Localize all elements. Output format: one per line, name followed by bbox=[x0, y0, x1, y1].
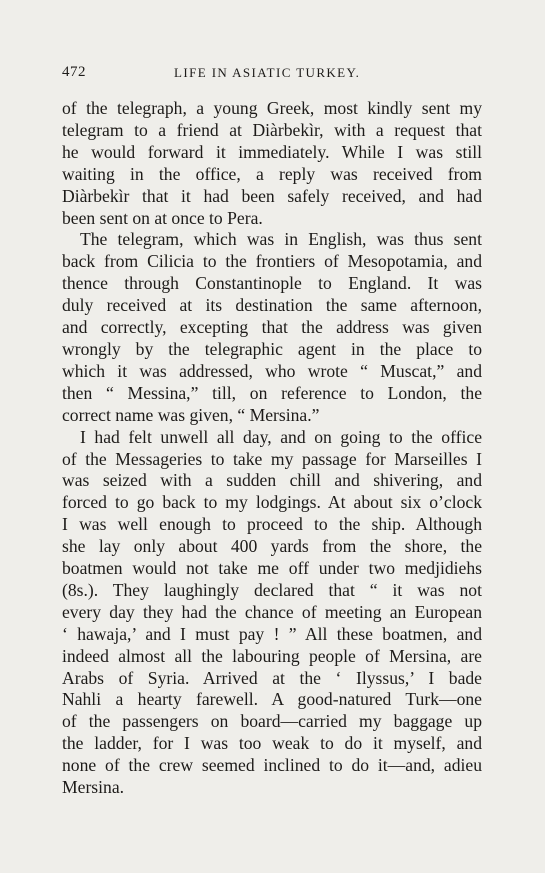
text-line: The telegram, which was in English, was thus sent bbox=[80, 229, 482, 250]
text-line: I had felt unwell all day, and on going to the office bbox=[80, 426, 482, 447]
paragraph bbox=[62, 427, 482, 799]
text-line: been sent on at once to Pera. bbox=[62, 207, 263, 228]
text-line: wrongly by the telegraphic agent in the place to bbox=[62, 338, 482, 359]
text-line: forced to go back to my lodgings. At about six o’clock bbox=[62, 492, 482, 513]
text-line: correct name was given, “ Mersina.” bbox=[62, 404, 320, 425]
text-line: which it was addressed, who wrote “ Muscat,” and bbox=[62, 360, 482, 381]
text-line: and correctly, excepting that the address was given bbox=[62, 317, 482, 338]
text-line: he would forward it immediately. While I was still bbox=[62, 141, 482, 162]
text-line: thence through Constantinople to England. It was bbox=[62, 273, 482, 294]
text-line: Mersina. bbox=[62, 777, 125, 798]
text-line: of the Messageries to take my passage for Marseilles I bbox=[62, 448, 482, 469]
body-text bbox=[62, 98, 482, 799]
text-line: waiting in the office, a reply was received from bbox=[62, 163, 482, 184]
text-line: boatmen would not take me off under two medjidiehs bbox=[62, 558, 482, 579]
text-line: indeed almost all the labouring people of Mersina, are bbox=[62, 645, 482, 666]
text-line: of the passengers on board—carried my baggage up bbox=[62, 711, 482, 732]
paragraph bbox=[62, 98, 482, 229]
text-line: Nahli a hearty farewell. A good-natured Turk—one bbox=[62, 689, 482, 710]
text-line: of the telegraph, a young Greek, most kindly sent my bbox=[62, 98, 482, 118]
text-line: was seized with a sudden chill and shivering, and bbox=[62, 470, 482, 491]
text-line: I was well enough to proceed to the ship. Although bbox=[62, 514, 482, 535]
text-line: Diàrbekìr that it had been safely received, and had bbox=[62, 185, 482, 206]
text-line: (8s.). They laughingly declared that “ it was not bbox=[62, 579, 482, 600]
text-line: she lay only about 400 yards from the shore, the bbox=[62, 536, 482, 557]
text-line: none of the crew seemed inclined to do it—and, adieu bbox=[62, 755, 482, 776]
text-line: duly received at its destination the same afternoon, bbox=[62, 295, 482, 316]
paragraph bbox=[62, 229, 482, 426]
page-number: 472 bbox=[62, 64, 86, 80]
text-line: telegram to a friend at Diàrbekìr, with a request that bbox=[62, 119, 482, 140]
text-line: Arabs of Syria. Arrived at the ‘ Ilyssus,’ I bade bbox=[62, 667, 482, 688]
text-line: ‘ hawaja,’ and I must pay ! ” All these boatmen, and bbox=[62, 623, 482, 644]
running-title: LIFE IN ASIATIC TURKEY. bbox=[174, 65, 361, 80]
text-line: the ladder, for I was too weak to do it myself, and bbox=[62, 733, 482, 754]
page-header bbox=[62, 64, 482, 84]
text-line: every day they had the chance of meeting an European bbox=[62, 601, 482, 622]
text-line: then “ Messina,” till, on reference to London, the bbox=[62, 382, 482, 403]
text-line: back from Cilicia to the frontiers of Mesopotamia, and bbox=[62, 251, 482, 272]
